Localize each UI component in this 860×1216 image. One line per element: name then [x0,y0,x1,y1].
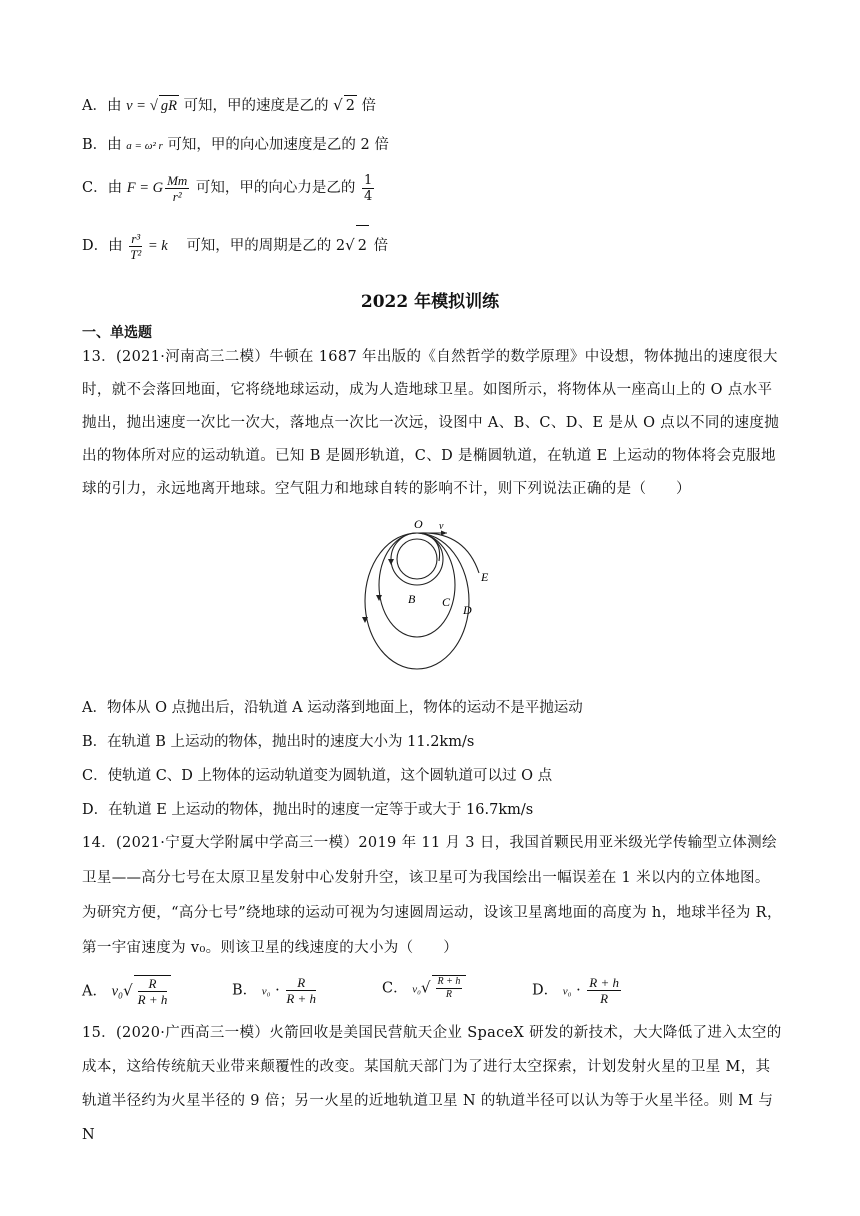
numerator: R [286,975,316,991]
factor-2sqrt2: 2√ 2 [336,238,369,254]
q13-question-text: 13．(2021·河南高三二模）牛顿在 1687 年出版的《自然哲学的数学原理》中设想，物体抛出的速度很大时，就不会落回地面，它将绕地球运动，成为人造地球卫星。如图所示，将物体从一座高山上的 O 点水平抛出，抛出速度一次比一次大，落地点一次比一次远，设图中 A、B、C、D、E 是从 O 点以不同的速度抛出的物体所对应的运动轨道。已知 B 是圆形轨道，C、D 是椭圆轨道，在轨道 E 上运动的物体将会克服地球的引力，永远地离开地球。空气阻力和地球自转的影响不计，则下列说法正确的是（ ） [82,349,780,497]
option-tail: 倍 [373,238,389,254]
q12-option-c [82,170,376,206]
q13-option-d: D．在轨道 E 上运动的物体，抛出时的速度一定等于或大于 16.7km/s [82,802,534,818]
q13-option-b: B．在轨道 B 上运动的物体，抛出时的速度大小为 11.2km/s [82,734,475,750]
option-prefix: C．由 [82,180,123,196]
earth-circle [397,539,437,579]
option-prefix: A．由 [82,98,122,114]
option-prefix: B．由 [82,137,122,153]
trajectory-e [419,533,479,573]
q14-option-d: D． v₀ · $\frac{R + h}{R}$ [532,975,620,1006]
option-prefix: B． [232,982,258,999]
v0-symbol: v₀ [562,985,572,998]
denominator: R + h [137,992,168,1007]
q14-option-c: C． v₀√ $\frac{R + h}{R}$ [382,975,466,1001]
formula-gravity: F = G $\frac{Mm}{\text{r²}}$ [126,173,188,205]
denominator: R + h [286,991,317,1006]
section-heading: 一、单选题 [82,325,152,341]
q14-option-a: A． v₀√ $\frac{R}{R + h}$ [82,975,171,1007]
orbit-c-arrow-icon [376,595,382,601]
q14-question-text: 14．(2021·宁夏大学附属中学高三一模）2019 年 11 月 3 日，我国首颗民用亚米级光学传输型立体测绘卫星——高分七号在太原卫星发射中心发射升空，该卫星可为我国绘出一幅误差在 1 米以内的立体地图。为研究方便，“高分七号”绕地球的运动可视为匀速圆周运动，设该卫星离地面的高度为 h，地球半径为 R，第一宇宙速度为 v₀。则该卫星的线速度的大小为（ ） [82,835,782,956]
denominator: R [600,991,609,1006]
formula-a-omega2r: a = ω² r [126,140,163,152]
q15-question-text: 15．(2020·广西高三一模）火箭回收是美国民营航天企业 SpaceX 研发的新技术，大大降低了进入太空的成本，这给传统航天业带来颠覆性的改变。某国航天部门为了进行太空探索，计划发射火星的卫星 M，其轨道半径约为火星半径的 9 倍；另一火星的近地轨道卫星 N 的轨道半径可以认为等于火星半径。则 M 与 N [82,1025,782,1143]
fraction-one-quarter: $\frac{1}{4}$ [364,172,373,204]
option-text: 可知，甲的向心力是乙的 [195,180,356,196]
formula-v-sqrt-gR: v = √ gR [126,98,179,114]
section-title: 2022 年模拟训练 [360,292,500,312]
orbit-diagram [355,515,505,677]
option-text: 可知，甲的速度是乙的 [183,98,329,114]
label-o: O [414,517,423,531]
numerator: R + h [589,975,620,990]
orbit-b-arrow-icon [388,559,394,565]
q13-option-a: A．物体从 O 点抛出后，沿轨道 A 运动落到地面上，物体的运动不是平抛运动 [82,700,583,716]
v0-symbol: v₀ [111,983,124,1000]
option-text: 可知，甲的周期是乙的 [186,238,332,254]
formula-kepler-third: $\frac{\text{r³}}{\text{T²}}$ = k [130,231,168,263]
v0-symbol: v₀ [412,983,421,996]
label-b: B [408,592,416,606]
option-prefix: D． [532,982,559,999]
label-e: E [481,570,489,584]
q13-option-c: C．使轨道 C、D 上物体的运动轨道变为圆轨道，这个圆轨道可以过 O 点 [82,768,553,784]
option-prefix: D．由 [82,238,123,254]
q12-option-d [82,225,388,266]
q14-option-b: B． v₀ · $\frac{R}{R + h}$ [232,975,317,1006]
denominator: R [445,989,452,1000]
option-tail: 倍 [361,98,377,114]
label-v: v [439,521,444,532]
numerator: R + h [437,976,461,987]
numerator: R [138,976,168,992]
label-c: C [442,595,451,609]
option-text: 可知，甲的向心加速度是乙的 2 倍 [167,137,389,153]
q12-option-b [82,135,389,156]
factor-sqrt2: √ 2 [333,96,355,114]
q12-option-a [82,95,376,116]
label-d: D [463,603,472,617]
option-prefix: C． [382,980,408,997]
option-prefix: A． [82,983,107,1000]
v0-symbol: v₀ [261,985,271,998]
